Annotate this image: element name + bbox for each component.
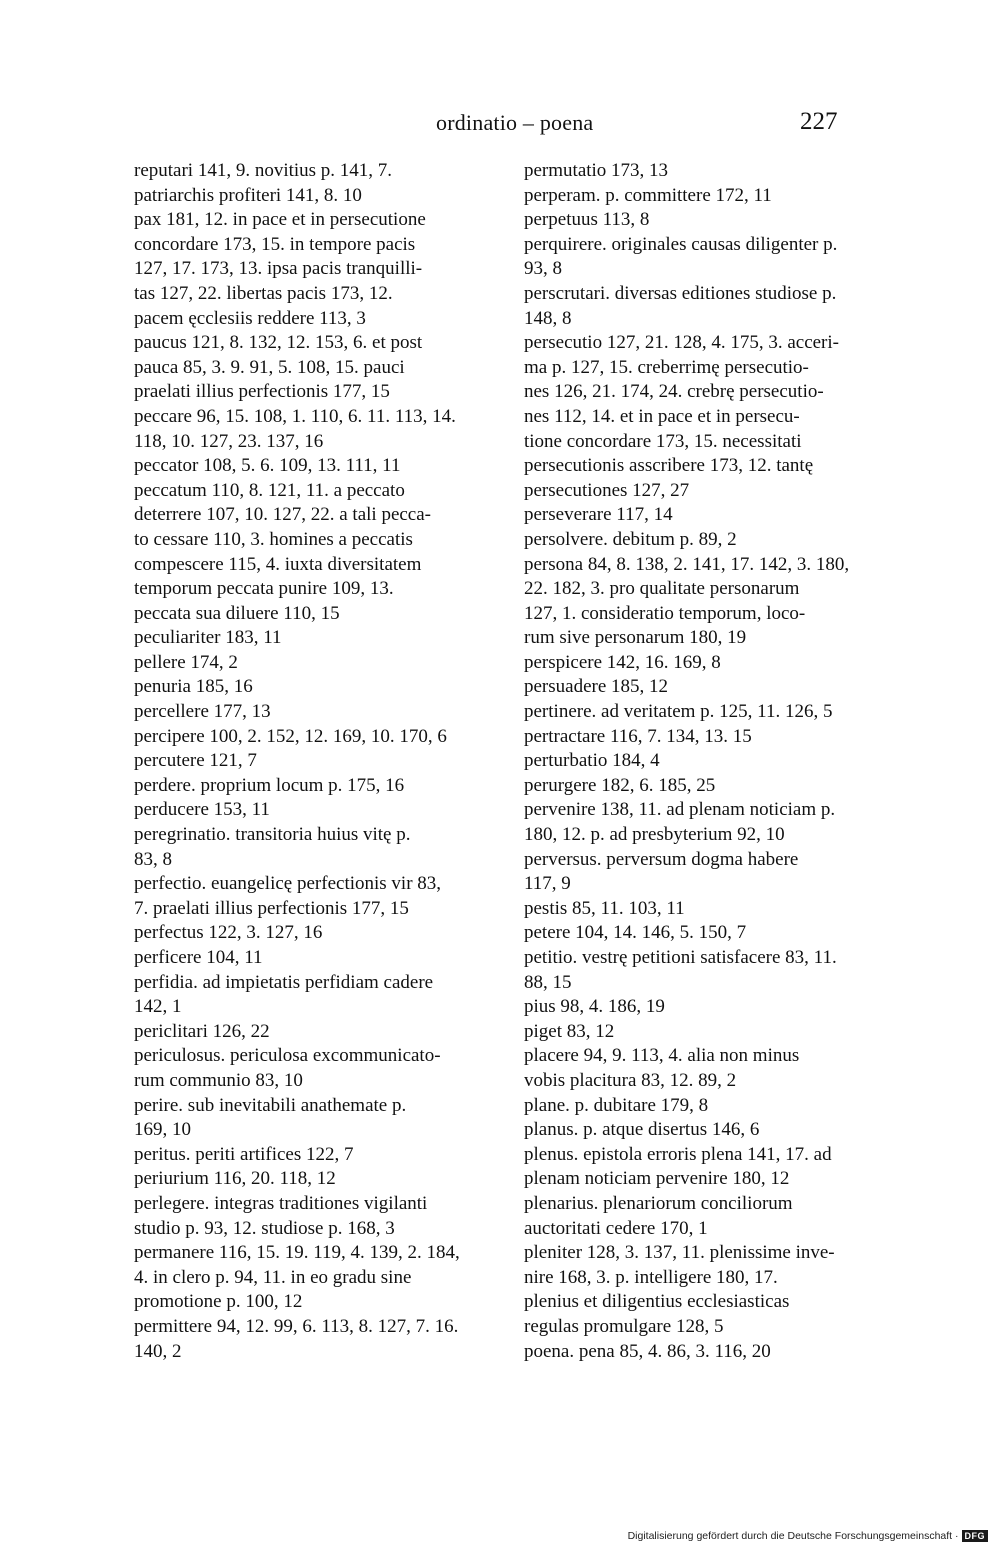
index-entry-headline: peritus. periti artifices 122, 7 [134, 1143, 354, 1165]
index-entry [134, 159, 480, 208]
index-entry [134, 1094, 480, 1143]
index-entry-headline: poena. pena 85, 4. 86, 3. 116, 20 [524, 1340, 771, 1362]
index-entry-headline: petitio. vestrę petitioni satisfacere 83, 11. [524, 947, 837, 968]
index-entry [524, 1118, 836, 1143]
index-entry-continuation: compescere 115, 4. iuxta diversitatem [134, 553, 422, 575]
index-entry-headline: persecutio 127, 21. 128, 4. 175, 3. acceri- [524, 332, 839, 354]
index-entry [524, 848, 836, 897]
index-entry-headline: pax 181, 12. in pace et in persecutione [134, 209, 426, 231]
index-entry [134, 1020, 480, 1045]
index-entry-continuation: plenius et diligentius ecclesiasticas [524, 1291, 790, 1313]
index-entry-continuation: tas 127, 22. libertas pacis 173, 12. [134, 282, 393, 304]
index-entry-continuation: vobis placitura 83, 12. 89, 2 [524, 1069, 737, 1091]
index-entry [524, 946, 836, 995]
index-entry [134, 946, 480, 971]
index-entry [134, 1044, 480, 1093]
index-entry-continuation: auctoritati cedere 170, 1 [524, 1217, 708, 1239]
index-entry [524, 1044, 836, 1093]
index-column-right [524, 159, 850, 1364]
index-entry [524, 553, 850, 651]
index-entry [524, 921, 836, 946]
index-entry-headline: perpetuus 113, 8 [524, 209, 650, 231]
index-entry-continuation: 148, 8 [524, 307, 572, 329]
index-entry-continuation: nire 168, 3. p. intelligere 180, 17. [524, 1266, 778, 1288]
index-entry-headline: percipere 100, 2. 152, 12. 169, 10. 170, 6 [134, 725, 447, 747]
index-entry [134, 1241, 480, 1315]
index-entry-headline: pius 98, 4. 186, 19 [524, 996, 665, 1018]
index-entry-headline: periurium 116, 20. 118, 12 [134, 1168, 336, 1190]
index-entry-headline: perfectio. euangelicę perfectionis vir 83, [134, 873, 442, 895]
index-entry [134, 1315, 480, 1364]
index-entry [524, 675, 836, 700]
index-entry-continuation: 88, 15 [524, 971, 572, 993]
index-entry-headline: pervenire 138, 11. ad plenam noticiam p. [524, 799, 836, 821]
index-entry-continuation: 7. praelati illius perfectionis 177, 15 [134, 897, 409, 919]
index-entry-headline: persona 84, 8. 138, 2. 141, 17. 142, 3. 180, [524, 553, 850, 575]
index-entry-headline: plenarius. plenariorum conciliorum [524, 1192, 793, 1214]
index-entry-continuation: ma p. 127, 15. creberrimę persecutio- [524, 356, 809, 378]
index-entry-continuation: rum communio 83, 10 [134, 1069, 303, 1091]
index-entry [524, 1020, 836, 1045]
index-entry [524, 1192, 836, 1241]
index-entry-headline: reputari 141, 9. novitius p. 141, 7. [134, 160, 393, 181]
index-entry-continuation: persecutionis asscribere 173, 12. tantę [524, 455, 814, 477]
index-entry [134, 405, 480, 454]
index-entry-continuation: rum sive personarum 180, 19 [524, 627, 747, 649]
index-entry-continuation: praelati illius perfectionis 177, 15 [134, 381, 390, 403]
index-entry-headline: perficere 104, 11 [134, 947, 263, 968]
index-entry-continuation: to cessare 110, 3. homines a peccatis [134, 528, 413, 550]
index-entry [524, 331, 839, 503]
index-entry-continuation: persecutiones 127, 27 [524, 479, 690, 501]
index-entry [134, 1192, 480, 1241]
index-entry [134, 208, 480, 331]
index-entry-headline: plenus. epistola erroris plena 141, 17. ad [524, 1143, 832, 1165]
index-entry-headline: plane. p. dubitare 179, 8 [524, 1094, 709, 1116]
index-entry [524, 503, 836, 528]
index-entry-headline: perspicere 142, 16. 169, 8 [524, 651, 721, 673]
index-entry-headline: perquirere. originales causas diligenter p. [524, 233, 838, 255]
index-entry [524, 528, 836, 553]
running-head: ordinatio – poena [436, 110, 594, 135]
index-entry-headline: peccatum 110, 8. 121, 11. a peccato [134, 479, 405, 501]
index-column-left [134, 159, 480, 1364]
index-entry [524, 1241, 836, 1339]
index-entry-continuation: promotione p. 100, 12 [134, 1291, 303, 1313]
index-entry [524, 774, 836, 799]
index-entry-continuation: 127, 1. consideratio temporum, loco- [524, 602, 806, 624]
index-entry-headline: perdere. proprium locum p. 175, 16 [134, 774, 405, 796]
index-entry [134, 479, 480, 627]
footer-text: Digitalisierung gefördert durch die Deutsche Forschungsgemeinschaft · [627, 1530, 959, 1542]
index-entry-continuation: plenam noticiam pervenire 180, 12 [524, 1168, 790, 1190]
index-entry-headline: perscrutari. diversas editiones studiose p. [524, 282, 837, 304]
index-entry-headline: petere 104, 14. 146, 5. 150, 7 [524, 922, 747, 944]
index-entry-headline: peregrinatio. transitoria huius vitę p. [134, 824, 411, 846]
index-entry [134, 872, 480, 921]
index-entry-continuation: studio p. 93, 12. studiose p. 168, 3 [134, 1217, 395, 1239]
index-entry-continuation: tione concordare 173, 15. necessitati [524, 430, 802, 452]
index-entry [134, 749, 480, 774]
index-entry-headline: perperam. p. committere 172, 11 [524, 184, 772, 206]
index-entry [134, 798, 480, 823]
index-entry-headline: pellere 174, 2 [134, 651, 238, 673]
index-entry-continuation: 22. 182, 3. pro qualitate personarum [524, 578, 800, 600]
index-entry [134, 454, 480, 479]
index-entry [524, 233, 836, 282]
index-entry-headline: pertinere. ad veritatem p. 125, 11. 126, 5 [524, 701, 833, 723]
index-entry-headline: perire. sub inevitabili anathemate p. [134, 1094, 407, 1116]
index-entry-continuation: deterrere 107, 10. 127, 22. a tali pecca- [134, 504, 432, 526]
index-entry [134, 626, 480, 651]
index-entry-continuation: 93, 8 [524, 258, 562, 280]
index-entry-continuation: 117, 9 [524, 873, 571, 895]
index-entry-headline: peculiariter 183, 11 [134, 627, 282, 649]
index-entry-headline: perseverare 117, 14 [524, 504, 673, 526]
index-entry-continuation: nes 126, 21. 174, 24. crebrę persecutio- [524, 381, 824, 403]
index-entry [524, 184, 836, 209]
index-entry-headline: percutere 121, 7 [134, 750, 257, 772]
index-entry-continuation: pauca 85, 3. 9. 91, 5. 108, 15. pauci [134, 356, 405, 378]
index-entry [524, 1143, 836, 1192]
index-entry-headline: perfectus 122, 3. 127, 16 [134, 922, 323, 944]
index-entry-headline: perducere 153, 11 [134, 799, 270, 821]
index-entry [134, 651, 480, 676]
index-entry-headline: perurgere 182, 6. 185, 25 [524, 774, 716, 796]
index-entry-headline: penuria 185, 16 [134, 676, 253, 698]
index-entry-headline: placere 94, 9. 113, 4. alia non minus [524, 1045, 800, 1067]
index-entry [134, 1167, 480, 1192]
index-entry-headline: permutatio 173, 13 [524, 160, 669, 181]
index-entry-headline: permittere 94, 12. 99, 6. 113, 8. 127, 7. 16. [134, 1315, 459, 1337]
index-entry-continuation: regulas promulgare 128, 5 [524, 1315, 724, 1337]
index-entry [134, 725, 480, 750]
index-entry [524, 897, 836, 922]
footer-credit [628, 1530, 988, 1542]
dfg-logo: DFG [962, 1530, 989, 1542]
index-entry-continuation: peccata sua diluere 110, 15 [134, 602, 340, 624]
index-entry [524, 1340, 836, 1365]
index-entry-continuation: 127, 17. 173, 13. ipsa pacis tranquilli- [134, 258, 423, 280]
index-entry [134, 921, 480, 946]
index-entry-headline: percellere 177, 13 [134, 701, 271, 723]
index-entry-headline: persolvere. debitum p. 89, 2 [524, 528, 737, 550]
index-entry [134, 331, 480, 405]
index-entry-continuation: patriarchis profiteri 141, 8. 10 [134, 184, 362, 206]
index-entry [524, 798, 836, 847]
index-entry [524, 1094, 836, 1119]
page-number: 227 [800, 108, 838, 135]
index-entry-continuation: 4. in clero p. 94, 11. in eo gradu sine [134, 1266, 412, 1288]
index-entry-headline: piget 83, 12 [524, 1020, 615, 1042]
index-entry [134, 700, 480, 725]
index-entry-headline: pleniter 128, 3. 137, 11. plenissime inve- [524, 1242, 835, 1264]
index-entry-continuation: 169, 10 [134, 1119, 191, 1141]
index-entry-headline: pertractare 116, 7. 134, 13. 15 [524, 725, 752, 747]
index-entry-continuation: 140, 2 [134, 1340, 182, 1362]
index-entry-headline: perfidia. ad impietatis perfidiam cadere [134, 971, 434, 993]
index-entry [524, 208, 836, 233]
index-entry-headline: peccator 108, 5. 6. 109, 13. 111, 11 [134, 455, 401, 477]
index-entry [524, 749, 836, 774]
index-entry-headline: perturbatio 184, 4 [524, 750, 660, 772]
index-entry-continuation: 118, 10. 127, 23. 137, 16 [134, 430, 324, 452]
index-entry-continuation: nes 112, 14. et in pace et in persecu- [524, 405, 800, 427]
index-entry-continuation: temporum peccata punire 109, 13. [134, 578, 394, 600]
index-entry-headline: perversus. perversum dogma habere [524, 848, 799, 870]
index-entry-headline: paucus 121, 8. 132, 12. 153, 6. et post [134, 332, 423, 354]
index-entry [134, 774, 480, 799]
index-entry-headline: pestis 85, 11. 103, 11 [524, 897, 685, 919]
index-entry [134, 1143, 480, 1168]
index-entry-headline: persuadere 185, 12 [524, 676, 669, 698]
index-entry [134, 675, 480, 700]
index-entry-headline: planus. p. atque disertus 146, 6 [524, 1119, 760, 1141]
index-entry-headline: permanere 116, 15. 19. 119, 4. 139, 2. 184, [134, 1242, 460, 1264]
index-entry-headline: perlegere. integras traditiones vigilanti [134, 1192, 428, 1214]
index-entry [524, 995, 836, 1020]
index-entry-continuation: 142, 1 [134, 996, 182, 1018]
index-entry-continuation: pacem ęcclesiis reddere 113, 3 [134, 307, 366, 329]
index-entry [524, 651, 836, 676]
index-entry [524, 700, 836, 725]
index-entry [524, 282, 836, 331]
index-entry-headline: periclitari 126, 22 [134, 1020, 270, 1042]
index-entry-headline: peccare 96, 15. 108, 1. 110, 6. 11. 113, 14. [134, 405, 456, 427]
index-entry-continuation: concordare 173, 15. in tempore pacis [134, 233, 416, 255]
index-entry-continuation: 83, 8 [134, 848, 172, 870]
index-entry-headline: periculosus. periculosa excommunicato- [134, 1045, 441, 1067]
index-entry-continuation: 180, 12. p. ad presbyterium 92, 10 [524, 824, 785, 846]
index-entry [134, 823, 480, 872]
index-entry [524, 725, 836, 750]
index-entry [134, 971, 480, 1020]
index-entry [524, 159, 836, 184]
